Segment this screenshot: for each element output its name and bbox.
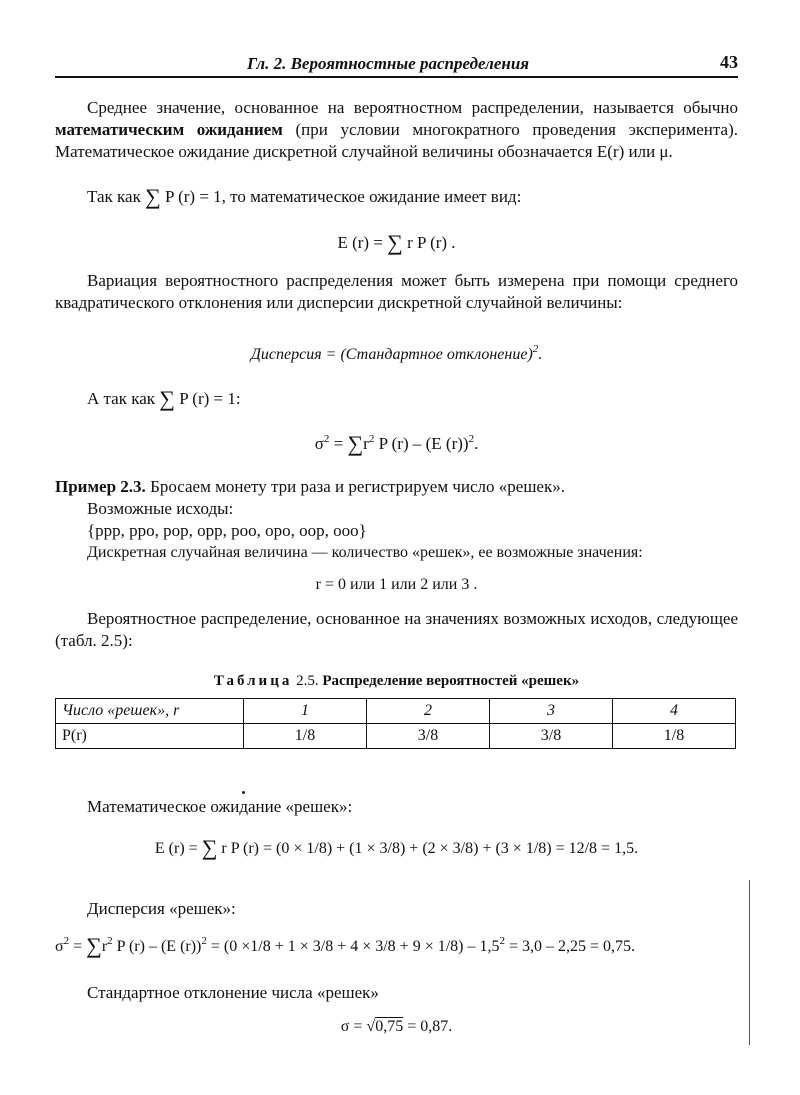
- paragraph-std-heads: Стандартное отклонение числа «решек»: [87, 983, 379, 1002]
- sigma-symbol: ∑: [347, 431, 364, 456]
- sigma-symbol: ∑: [159, 386, 175, 411]
- print-speck: [242, 791, 245, 794]
- paragraph-expectation: Среднее значение, основанное на вероятностном распределении, называется обычно математическим ожиданием (при условии многократного проведения эксперимента). Математическое ожидание дискретной случайной величины обозначается E(r) или μ.: [55, 98, 739, 161]
- table-cell: 1/8: [613, 724, 736, 749]
- example-heading: Пример 2.3. Бросаем монету три раза и регистрируем число «решек».: [55, 477, 565, 496]
- page-number: 43: [720, 52, 738, 72]
- paragraph-since: А так как ∑ P (r) = 1:: [87, 386, 241, 411]
- table-cell: 3/8: [490, 724, 613, 749]
- table-cell: 1: [244, 699, 367, 724]
- table-cell: 3: [490, 699, 613, 724]
- formula-variance: $\sigma^2 = \sum r^2$ P (r) – (E (r))$^2$.: [314, 431, 479, 456]
- chapter-title: Гл. 2. Вероятностные распределения: [247, 54, 530, 73]
- paragraph-dispersion-heads: Дисперсия «решек»:: [87, 899, 236, 918]
- paragraph-variation: Вариация вероятностного распределения может быть измерена при помощи среднего квадратического отклонения или дисперсии дискретной случайной величины:: [55, 271, 738, 312]
- sigma-symbol: ∑: [201, 835, 218, 860]
- table-cell: 3/8: [367, 724, 490, 749]
- example-outcomes-label: Возможные исходы:: [87, 499, 234, 518]
- paragraph-sum-p: Так как ∑ P (r) = 1, то математическое ожидание имеет вид:: [87, 184, 522, 209]
- sigma-symbol: ∑: [145, 184, 161, 209]
- example-label: Пример 2.3.: [55, 477, 146, 496]
- term-expectation: математическим ожиданием: [55, 120, 283, 139]
- table-cell: 1/8: [244, 724, 367, 749]
- paragraph-distribution: Вероятностное распределение, основанное на значениях возможных исходов, следующее (табл. 2.5):: [55, 609, 738, 650]
- running-header: [55, 52, 738, 78]
- formula-dispersion-def: Дисперсия = (Стандартное отклонение)$^2$.: [250, 343, 543, 363]
- table-row: [56, 699, 736, 724]
- page-edge-line: [749, 880, 750, 1045]
- formula-variance-calc: $\sigma^2 = \sum r^2$ P (r) – (E $(r))^2 = (0 \times 1/8 + 1 \times 3/8 + 4 \times 3/8 + 9 \times 1/8) - 1,5^2 = 3,0 - 2,25 = 0,75$.: [55, 933, 636, 958]
- example-outcomes-list: {ppp, ppo, pop, opp, poo, opo, oop, ooo}: [87, 521, 367, 540]
- sqrt-symbol: √: [366, 1018, 376, 1035]
- example-variable-desc: Дискретная случайная величина — количество «решек», ее возможные значения:: [87, 544, 643, 561]
- table-cell: 4: [613, 699, 736, 724]
- sigma-symbol: ∑: [387, 230, 403, 255]
- formula-expectation-calc: E (r) = ∑ r P (r) = (0 × 1/8) + (1 × 3/8) + (2 × 3/8) + (3 × 1/8) = 12/8 = 1,5.: [154, 835, 639, 860]
- probability-table: [55, 698, 736, 749]
- formula-expectation: E (r) = ∑ r P (r) .: [337, 230, 456, 255]
- formula-values: r = 0 или 1 или 2 или 3 .: [315, 576, 478, 593]
- paragraph-expectation-heads: Математическое ожидание «решек»:: [87, 797, 353, 816]
- table-header-cell: P(r): [56, 724, 244, 749]
- table-cell: 2: [367, 699, 490, 724]
- table-caption: Таблица 2.5. Распределение вероятностей «решек»: [213, 673, 580, 689]
- sigma-symbol: ∑: [86, 933, 102, 958]
- formula-std-calc: σ = √0,75 = 0,87.: [340, 1018, 453, 1035]
- table-row: [56, 724, 736, 749]
- table-header-cell: Число «решек», r: [56, 699, 244, 724]
